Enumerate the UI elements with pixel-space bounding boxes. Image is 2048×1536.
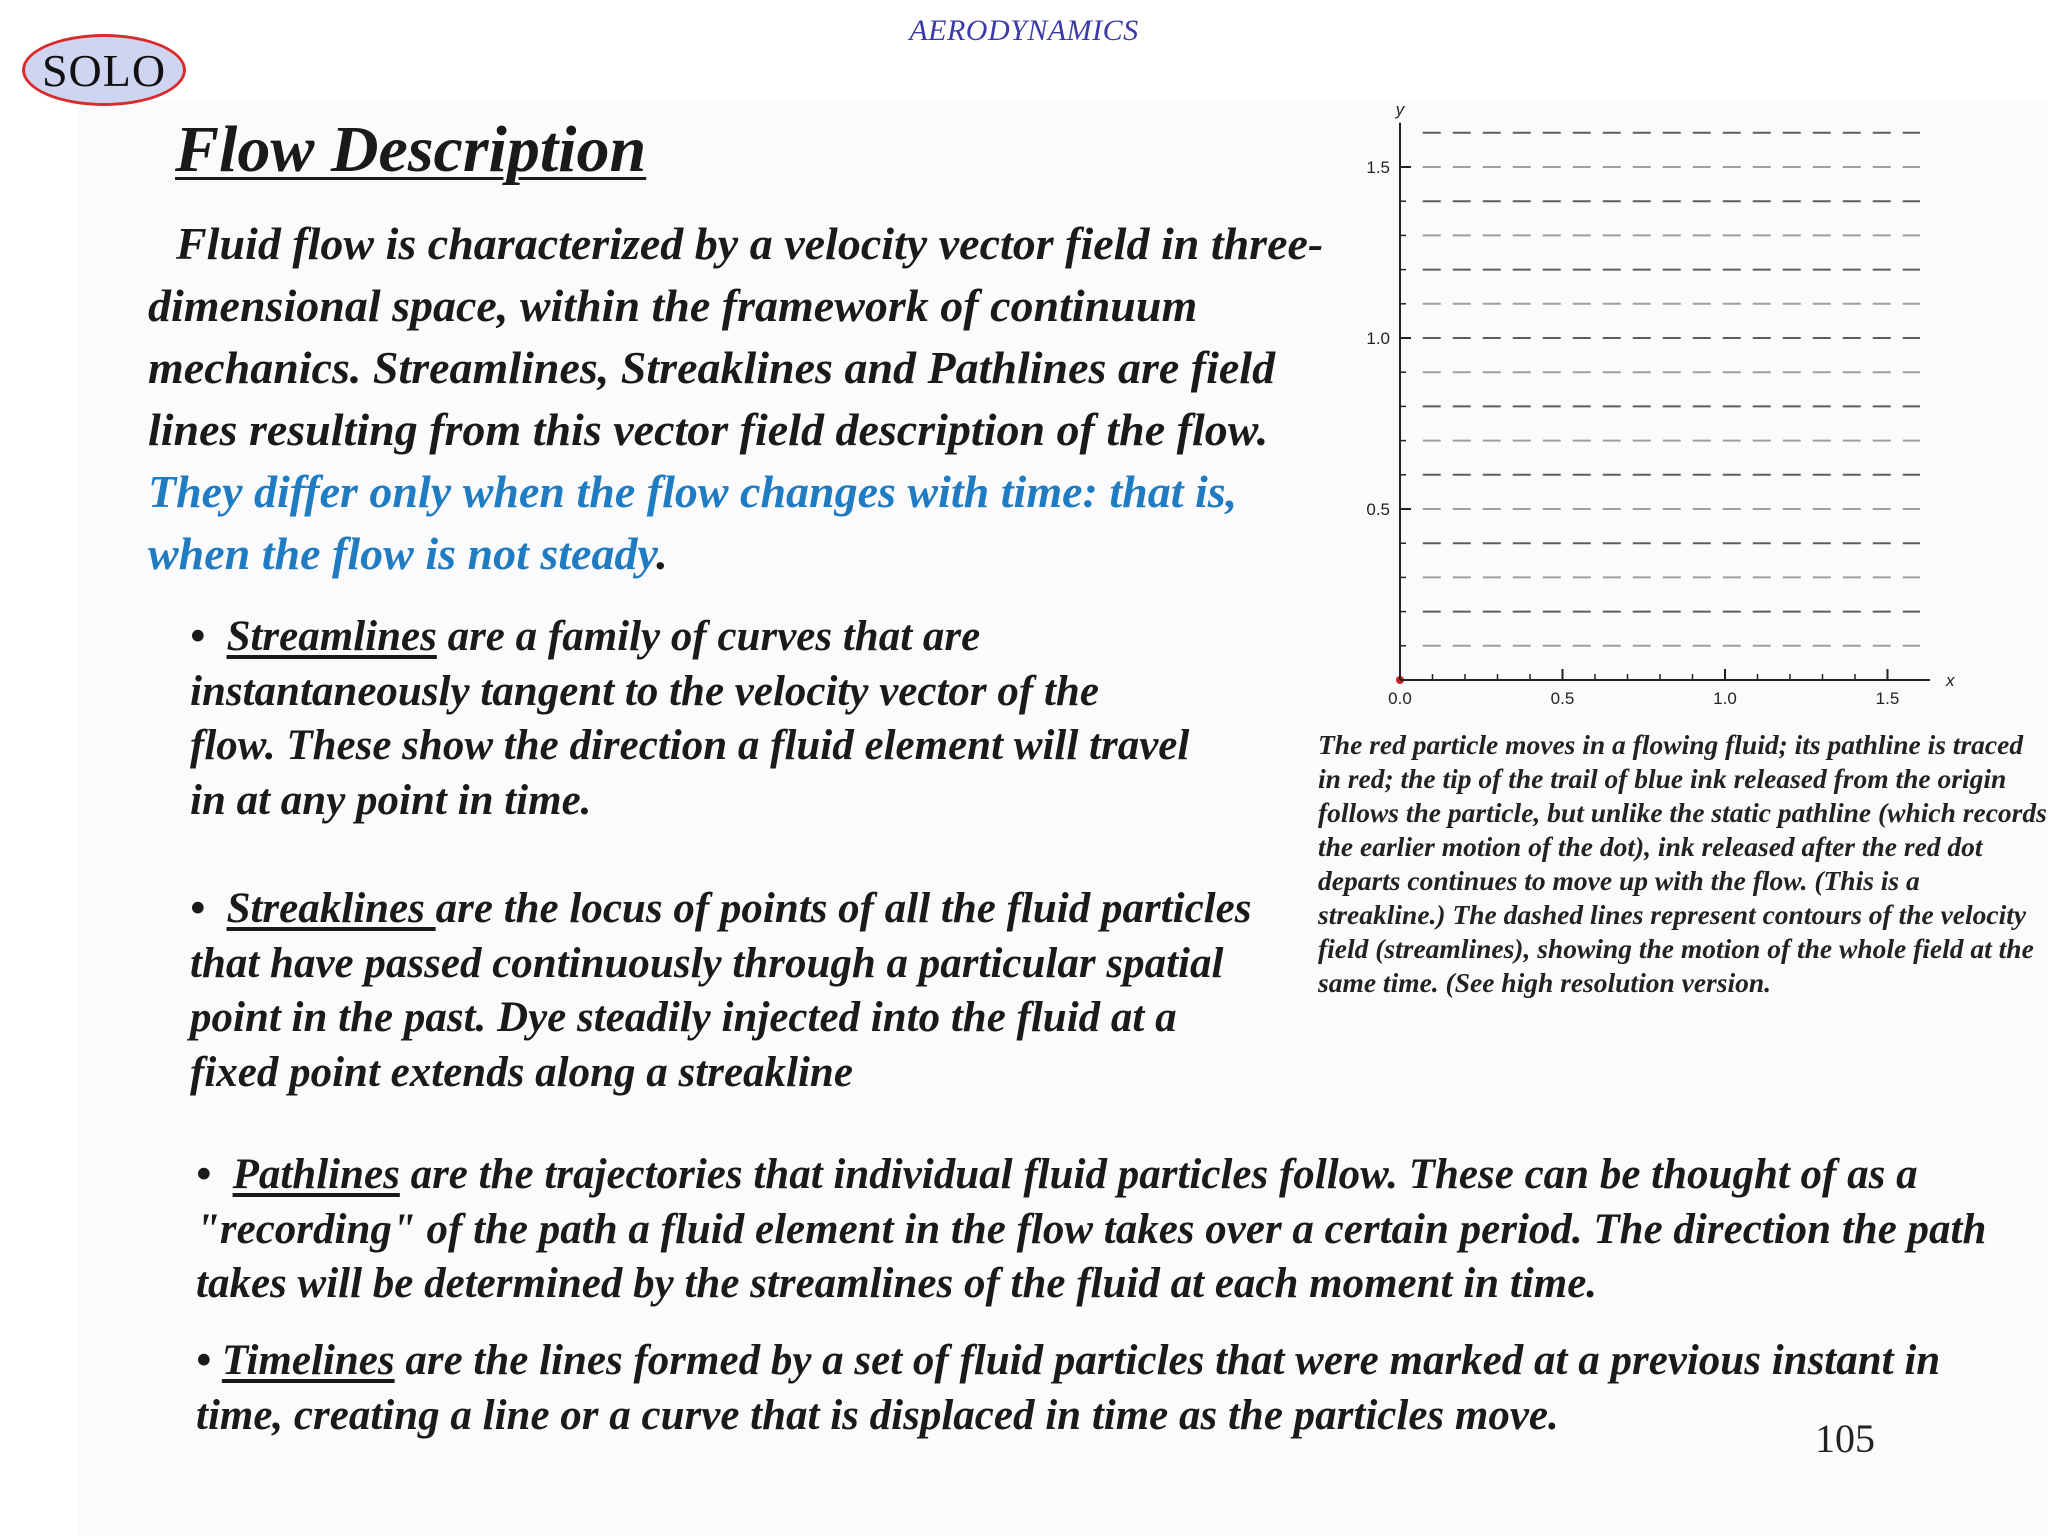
bullet-timelines [196, 1334, 1956, 1443]
flow-field-chart [1340, 98, 1980, 710]
y-tick-label: 0.5 [1366, 500, 1390, 519]
section-header: AERODYNAMICS [909, 14, 1139, 47]
y-tick-label: 1.5 [1366, 158, 1390, 177]
bullet-pathlines [196, 1148, 2048, 1312]
x-tick-label: 0.0 [1388, 689, 1412, 708]
term-timelines: Timelines [221, 1337, 395, 1384]
page-number: 105 [1815, 1416, 1875, 1461]
bullet-text: are the lines formed by a set of fluid particles that were marked at a previous instant in time, creating a line or a curve that is displaced in time as the particles move. [196, 1337, 1941, 1439]
term-streaklines: Streaklines [226, 885, 436, 932]
solo-badge [22, 34, 186, 106]
page-title: Flow Description [175, 113, 647, 186]
bullet-streamlines [190, 610, 1190, 828]
figure-caption: The red particle moves in a flowing fluid; its pathline is traced in red; the tip of the trail of blue ink released from the origin follows the particle, but unlike the static pathline (which records the earlier motion of the dot), ink released after the red dot departs continues to move up with the flow. (This is a streakline.) The dashed lines represent contours of the velocity field (streamlines), showing the motion of the whole field at the same time. (See high resolution version. [1318, 729, 2047, 998]
intro-highlight: They differ only when the flow changes with time: that is, when the flow is not steady [148, 466, 1238, 579]
x-axis-label: x [1946, 671, 1955, 690]
intro-paragraph [148, 213, 1328, 585]
y-tick-label: 1.0 [1366, 329, 1390, 348]
x-tick-label: 0.5 [1550, 689, 1575, 708]
bullet-text: are the trajectories that individual fluid particles follow. These can be thought of as a "recording" of the path a fluid element in the flow takes over a certain period. The direction the path takes will be determined by the streamlines of the fluid at each moment in time. [196, 1151, 1987, 1307]
intro-end: . [656, 528, 668, 579]
bullet-marker: • [190, 885, 206, 932]
term-pathlines: Pathlines [232, 1151, 400, 1198]
bullet-marker: • [190, 613, 206, 660]
x-tick-label: 1.5 [1875, 689, 1900, 708]
solo-badge-label: SOLO [41, 44, 167, 96]
term-streamlines: Streamlines [226, 613, 437, 660]
y-axis-label: y [1395, 99, 1405, 119]
bullet-text: are a family of curves that are instantaneously tangent to the velocity vector of the flow. These show the direction a fluid element will travel in at any point in time. [190, 613, 1190, 824]
bullet-marker: • [196, 1151, 212, 1198]
x-tick-label: 1.0 [1713, 689, 1737, 708]
bullet-streaklines [190, 882, 1260, 1100]
bullet-marker: • [196, 1337, 212, 1384]
intro-text: Fluid flow is characterized by a velocity vector field in three-dimensional space, within the framework of continuum mechanics. Streamlines, Streaklines and Pathlines are field lines resulting from this vector field description of the flow. [148, 218, 1324, 455]
bullet-text: are the locus of points of all the fluid particles that have passed continuously through a particular spatial point in the past. Dye steadily injected into the fluid at a fixed point extends along a streakline [190, 885, 1252, 1096]
